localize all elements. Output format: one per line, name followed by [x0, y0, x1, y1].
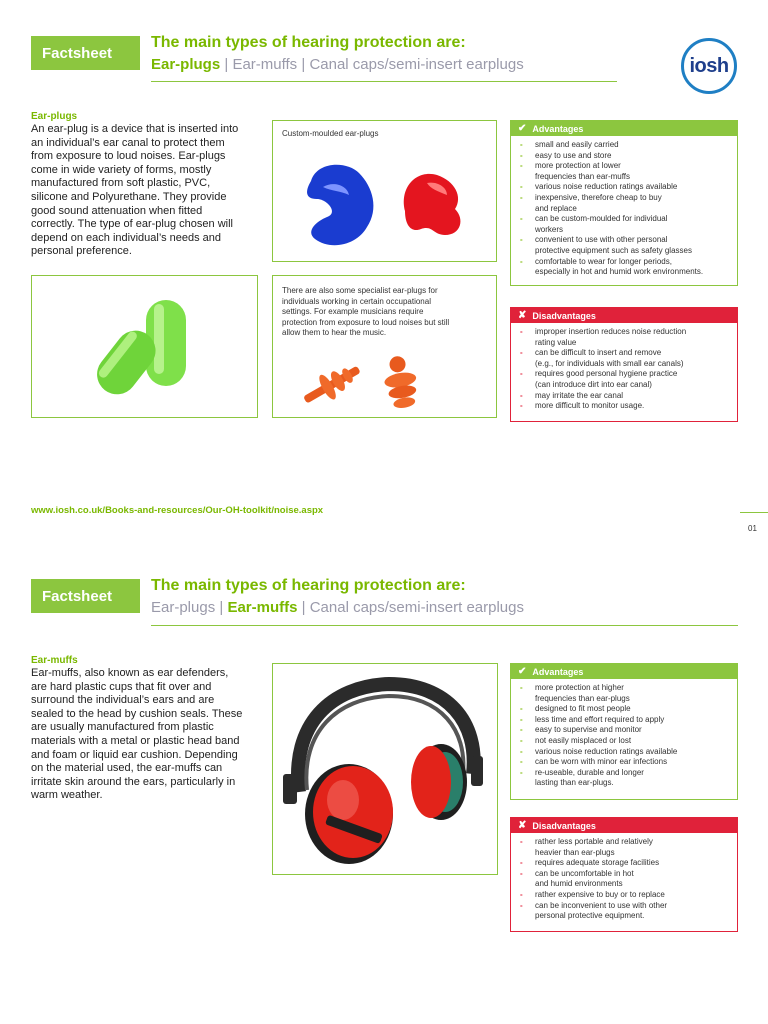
disadvantages-list — [511, 323, 737, 416]
topic-nav — [151, 56, 524, 73]
nav-separator: | — [301, 56, 306, 73]
list-item: - more difficult to monitor usage. — [520, 401, 731, 412]
iosh-logo — [681, 38, 737, 94]
nav-ear-plugs: Ear-plugs — [151, 599, 216, 616]
advantages-title: Advantages — [532, 123, 584, 134]
checkmark-icon: ✔ — [518, 123, 527, 134]
list-item: - convenient to use with other personal protective equipment such as safety glasses — [520, 235, 731, 256]
logo-text: iosh — [689, 54, 729, 77]
cross-icon: ✘ — [518, 820, 527, 831]
custom-earplugs-image — [287, 151, 487, 259]
list-item: - requires good personal hygiene practice (can introduce dirt into ear canal) — [520, 369, 731, 390]
image-caption: There are also some specialist ear-plugs for individuals working in certain occupational settings. For example musicians require protection from exposure to loud noises but still allow them to hear the music. — [282, 286, 450, 338]
disadvantages-header — [511, 818, 737, 833]
foam-earplugs-image-box — [31, 275, 258, 418]
foam-earplugs-image — [72, 294, 222, 406]
section-heading: Ear-muffs — [31, 655, 78, 666]
factsheet-badge — [31, 36, 140, 70]
advantages-title: Advantages — [532, 666, 584, 677]
factsheet-badge-label: Factsheet — [42, 587, 113, 605]
list-item: - comfortable to wear for longer periods, especially in hot and humid work environments. — [520, 257, 731, 278]
section-text: Ear-muffs, also known as ear defenders, are hard plastic cups that fit over and surround the individual’s ears and are sealed to the head by cushion seals. These are usually manufactured from plastic materials with a metal or plastic head band and foam or liquid ear cushion. Depending on the material used, the ear-muffs can irritate skin around the ears, particularly in warm weather. — [31, 667, 243, 802]
advantages-panel — [510, 663, 738, 800]
specialist-earplugs-image-box — [272, 275, 497, 418]
nav-canal-caps: Canal caps/semi-insert earplugs — [309, 599, 524, 616]
list-item: - can be uncomfortable in hot and humid environments — [520, 869, 731, 890]
checkmark-icon: ✔ — [518, 666, 527, 677]
factsheet-badge-label: Factsheet — [42, 44, 113, 62]
list-item: - rather less portable and relatively heavier than ear-plugs — [520, 837, 731, 858]
list-item: - inexpensive, therefore cheap to buy and replace — [520, 193, 731, 214]
section-text: An ear-plug is a device that is inserted into an individual’s ear canal to protect them from exposure to loud noises. Ear-plugs come in wide variety of forms, mostly manufactured from soft plastic, PVC, silicone and Polyurethane. They provide good sound attenuation when fitted correctly. The type of ear-plug chosen will depend on each individual’s needs and personal preference. — [31, 123, 239, 258]
list-item: - easy to use and store — [520, 151, 731, 162]
list-item: - rather expensive to buy or to replace — [520, 890, 731, 901]
advantages-header — [511, 121, 737, 136]
list-item: - various noise reduction ratings available — [520, 182, 731, 193]
advantages-panel — [510, 120, 738, 286]
nav-ear-muffs: Ear-muffs — [227, 599, 298, 616]
list-item: - requires adequate storage facilities — [520, 858, 731, 869]
disadvantages-list — [511, 833, 737, 926]
ear-muffs-image — [281, 674, 491, 869]
list-item: - improper insertion reduces noise reduction rating value — [520, 327, 731, 348]
list-item: - may irritate the ear canal — [520, 391, 731, 402]
nav-ear-muffs: Ear-muffs — [232, 56, 298, 73]
page-title: The main types of hearing protection are: — [151, 34, 466, 51]
section-heading: Ear-plugs — [31, 111, 78, 122]
list-item: - can be difficult to insert and remove (e.g., for individuals with small ear canals) — [520, 348, 731, 369]
page-title: The main types of hearing protection are: — [151, 577, 466, 594]
topic-nav — [151, 599, 524, 616]
advantages-list — [511, 679, 737, 793]
footer-divider — [740, 512, 768, 513]
list-item: - small and easily carried — [520, 140, 731, 151]
list-item: - more protection at lower frequencies than ear-muffs — [520, 161, 731, 182]
list-item: - re-useable, durable and longer lasting than ear-plugs. — [520, 768, 731, 789]
list-item: - more protection at higher frequencies than ear-plugs — [520, 683, 731, 704]
resource-link[interactable]: www.iosh.co.uk/Books-and-resources/Our-OH-toolkit/noise.aspx — [31, 505, 324, 516]
list-item: - can be worn with minor ear infections — [520, 757, 731, 768]
list-item: - easy to supervise and monitor — [520, 725, 731, 736]
advantages-header — [511, 664, 737, 679]
nav-ear-plugs: Ear-plugs — [151, 56, 221, 73]
nav-separator: | — [219, 599, 224, 616]
factsheet-badge — [31, 579, 140, 613]
nav-separator: | — [224, 56, 229, 73]
list-item: - not easily misplaced or lost — [520, 736, 731, 747]
custom-moulded-image-box — [272, 120, 497, 262]
list-item: - designed to fit most people — [520, 704, 731, 715]
disadvantages-title: Disadvantages — [532, 310, 596, 321]
disadvantages-header — [511, 308, 737, 323]
page-number: 01 — [748, 524, 757, 533]
nav-separator: | — [301, 599, 306, 616]
advantages-list — [511, 136, 737, 282]
cross-icon: ✘ — [518, 310, 527, 321]
header-divider — [151, 81, 617, 82]
disadvantages-panel — [510, 817, 738, 932]
list-item: - various noise reduction ratings available — [520, 747, 731, 758]
image-caption: Custom-moulded ear-plugs — [282, 129, 379, 138]
nav-canal-caps: Canal caps/semi-insert earplugs — [309, 56, 524, 73]
list-item: - can be custom-moulded for individual workers — [520, 214, 731, 235]
list-item: - less time and effort required to apply — [520, 715, 731, 726]
specialist-earplugs-image — [297, 346, 437, 416]
list-item: - can be inconvenient to use with other personal protective equipment. — [520, 901, 731, 922]
header-divider — [151, 625, 738, 626]
disadvantages-panel — [510, 307, 738, 422]
ear-muffs-image-box — [272, 663, 498, 875]
disadvantages-title: Disadvantages — [532, 820, 596, 831]
